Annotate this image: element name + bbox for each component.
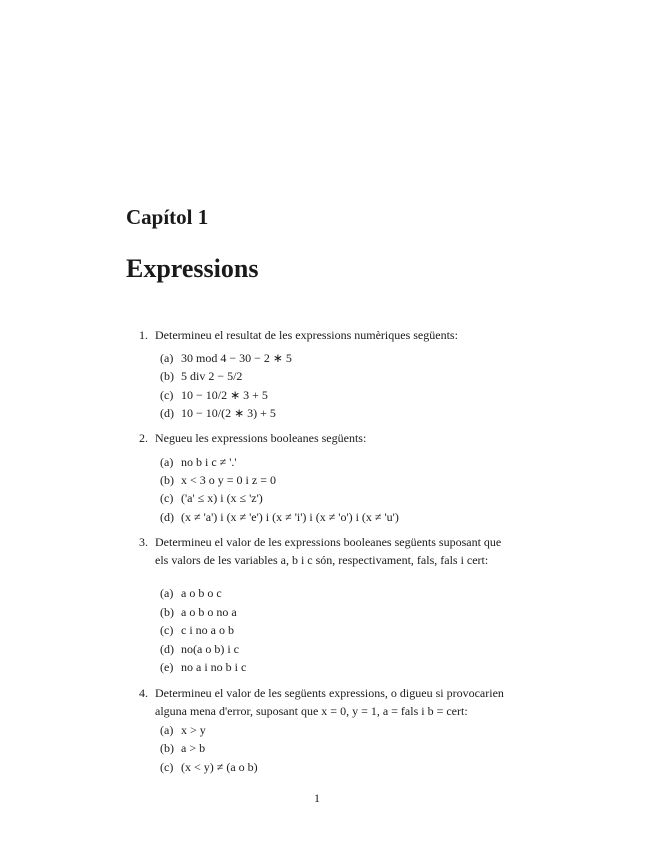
item-expression: no b i c ≠ '.' — [181, 455, 237, 469]
item-expression: 10 − 10/2 ∗ 3 + 5 — [181, 388, 268, 402]
item-expression: 30 mod 4 − 30 − 2 ∗ 5 — [181, 351, 292, 365]
item-expression: (x < y) ≠ (a o b) — [181, 760, 258, 774]
chapter-heading: Capítol 1 — [126, 205, 209, 229]
question-number: 4. — [139, 686, 148, 700]
list-item — [160, 642, 239, 657]
item-label: (c) — [160, 388, 174, 402]
question-text: Determineu el resultat de les expressions numèriques següents: — [155, 328, 458, 342]
item-label: (a) — [160, 455, 174, 469]
item-expression: ('a' ≤ x) i (x ≤ 'z') — [181, 491, 263, 505]
question-text: Negueu les expressions booleanes següents: — [155, 431, 367, 445]
item-expression: 5 div 2 − 5/2 — [181, 369, 243, 383]
item-label: (a) — [160, 723, 174, 737]
item-expression: x < 3 o y = 0 i z = 0 — [181, 473, 276, 487]
item-label: (b) — [160, 473, 174, 487]
list-item — [160, 491, 263, 506]
page-number: 1 — [314, 791, 320, 805]
item-label: (d) — [160, 406, 174, 420]
list-item — [160, 760, 258, 775]
list-item — [160, 741, 205, 756]
item-expression: a > b — [181, 741, 206, 755]
list-item — [160, 473, 276, 488]
item-label: (b) — [160, 741, 174, 755]
item-label: (b) — [160, 605, 174, 619]
item-label: (b) — [160, 369, 174, 383]
list-item — [160, 660, 246, 675]
question-text: Determineu el valor de les següents expressions, o digueu si provocarien alguna mena d'error, suposant que x = 0, y = 1, a = fals i b = cert: — [155, 686, 504, 718]
list-item — [160, 455, 237, 470]
item-label: (a) — [160, 586, 174, 600]
item-label: (c) — [160, 491, 174, 505]
question-text: Determineu el valor de les expressions booleanes següents suposant que els valors de les variables a, b i c són, respectivament, fals, fals i cert: — [155, 535, 502, 567]
item-expression: x > y — [181, 723, 206, 737]
list-item — [160, 586, 222, 601]
list-item — [160, 623, 234, 638]
item-expression: no a i no b i c — [181, 660, 247, 674]
item-expression: no(a o b) i c — [181, 642, 239, 656]
list-item — [160, 351, 292, 366]
item-label: (a) — [160, 351, 174, 365]
question-number: 2. — [139, 431, 148, 445]
list-item — [160, 605, 237, 620]
item-expression: a o b o c — [181, 586, 222, 600]
page-title: Expressions — [126, 254, 259, 283]
list-item — [160, 723, 206, 738]
item-expression: a o b o no a — [181, 605, 237, 619]
item-label: (d) — [160, 642, 174, 656]
item-label: (d) — [160, 510, 174, 524]
item-expression: (x ≠ 'a') i (x ≠ 'e') i (x ≠ 'i') i (x ≠ 'o') i (x ≠ 'u') — [181, 510, 399, 524]
question-number: 3. — [139, 535, 148, 549]
item-expression: c i no a o b — [181, 623, 234, 637]
item-label: (e) — [160, 660, 174, 674]
list-item — [160, 406, 276, 421]
item-expression: 10 − 10/(2 ∗ 3) + 5 — [181, 406, 276, 420]
item-label: (c) — [160, 623, 174, 637]
question-number: 1. — [139, 328, 148, 342]
list-item — [160, 369, 242, 384]
list-item — [160, 388, 268, 403]
item-label: (c) — [160, 760, 174, 774]
list-item — [160, 510, 399, 525]
